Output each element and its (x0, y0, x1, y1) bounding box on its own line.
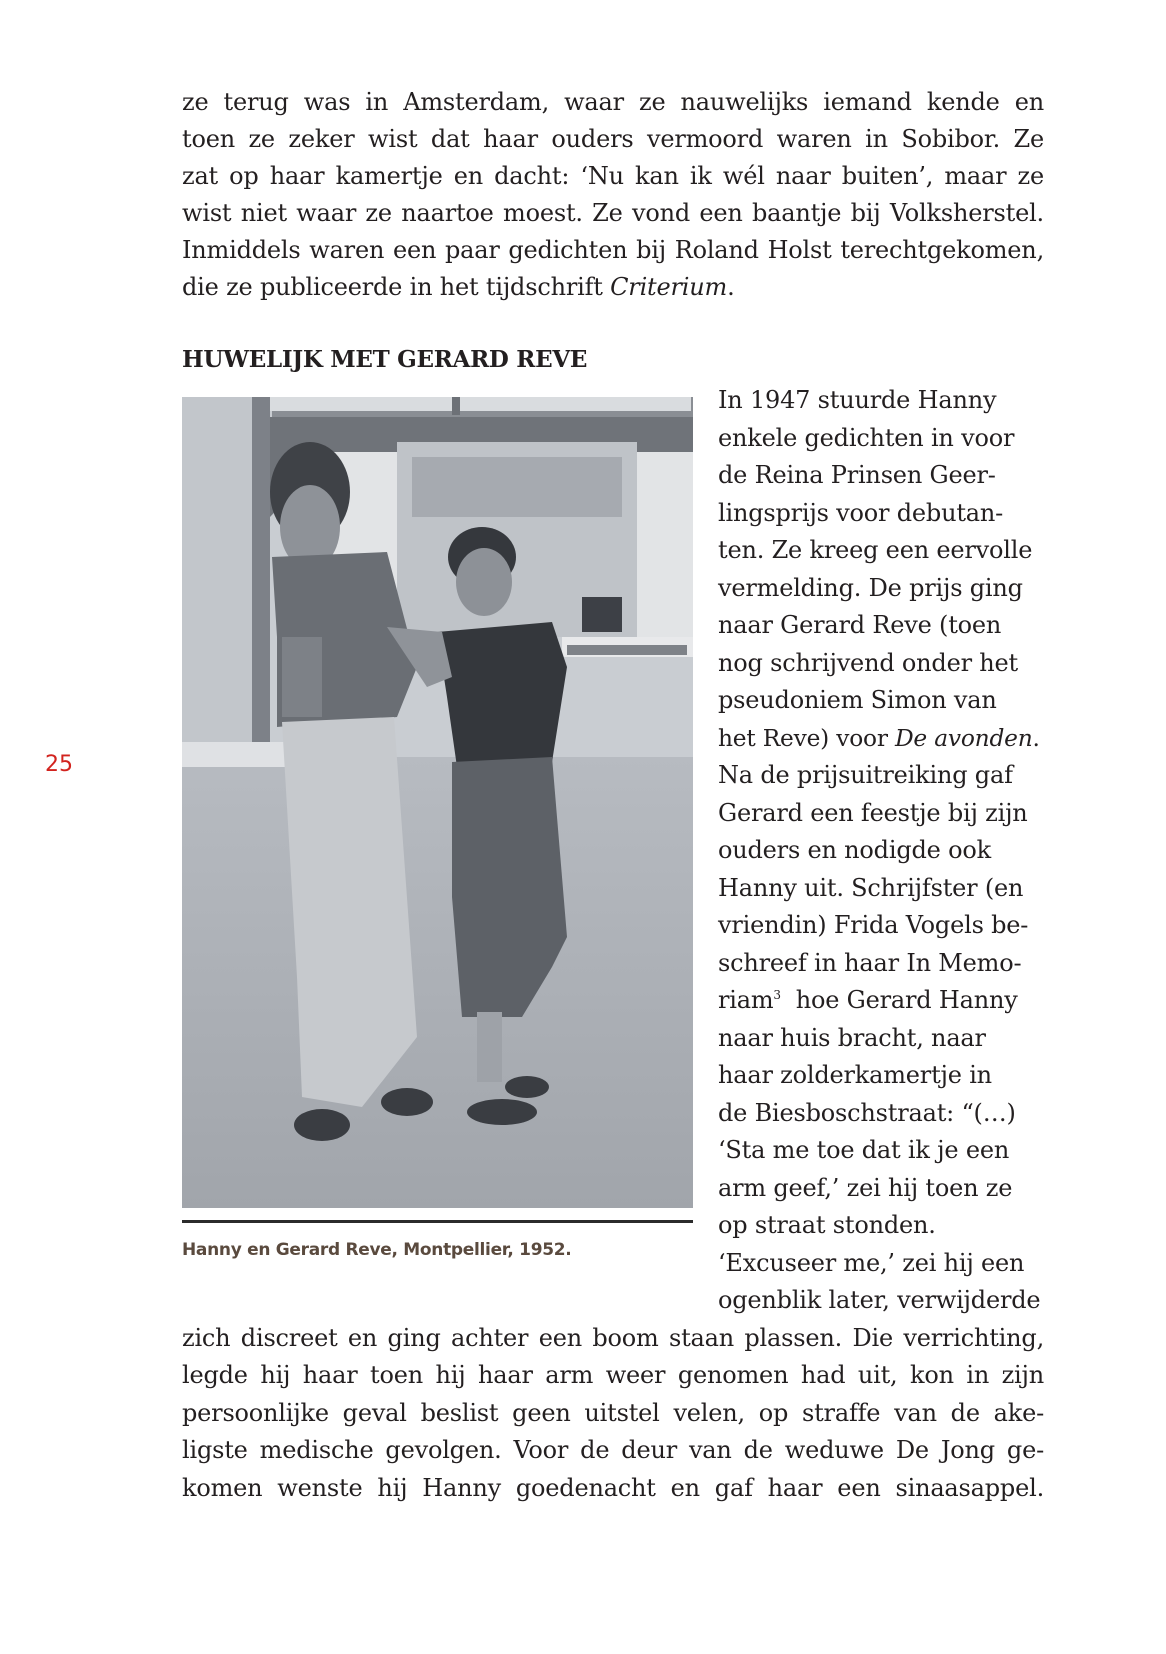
woman-top (437, 622, 567, 767)
text-line: naar huis bracht, naar (718, 1023, 986, 1052)
text-segment: . (727, 273, 735, 301)
text-line: Na de prijsuitreiking gaf (718, 761, 1013, 789)
text-line: schreef in haar In Memo- (718, 948, 1022, 977)
text-line: legde hij haar toen hij haar arm weer genomen had uit, kon in zijn (182, 1361, 1044, 1389)
journal-title: Criterium (610, 273, 728, 301)
page-number: 25 (45, 752, 73, 777)
photo-caption: Hanny en Gerard Reve, Montpellier, 1952. (182, 1240, 572, 1260)
text-line (718, 982, 1043, 1020)
man-shoe-left (294, 1109, 350, 1141)
pillar (182, 397, 257, 787)
pavement (182, 757, 693, 1208)
text-line: op straat stonden. (718, 1211, 936, 1239)
text-segment: die ze publiceerde in het tijdschrift (182, 273, 611, 301)
text-line: pseudoniem Simon van (718, 686, 997, 714)
text-line: ten. Ze kreeg een eervolle (718, 536, 1033, 564)
text-line (718, 720, 1043, 758)
text-line: lingsprijs voor debutan- (718, 498, 1004, 527)
text-line: zat op haar kamertje en dacht: ‘Nu kan ik wél naar buiten’, maar ze (182, 162, 1044, 190)
woman-shoe-right (505, 1076, 549, 1098)
section-heading: HUWELIJK MET GERARD REVE (182, 346, 588, 373)
text-line: zich discreet en ging achter een boom staan plassen. Die verrichting, (182, 1323, 1044, 1352)
text-line: nog schrijvend onder het (718, 648, 1018, 677)
text-line: haar zolderkamertje in (718, 1061, 992, 1089)
text-line: naar Gerard Reve (toen (718, 611, 1002, 639)
text-segment: het Reve) voor (718, 724, 895, 752)
text-line: vermelding. De prijs ging (718, 573, 1023, 602)
footnote-reference[interactable]: 3 (773, 988, 781, 1002)
text-line: Inmiddels waren een paar gedichten bij Roland Holst terechtgekomen, (182, 236, 1044, 264)
text-line: de Reina Prinsen Geer- (718, 461, 996, 489)
text-line: Hanny uit. Schrijfster (en (718, 873, 1024, 902)
text-line: ligste medische gevolgen. Voor de deur van de weduwe De Jong ge- (182, 1436, 1044, 1464)
text-segment: hoe Gerard Hanny (780, 986, 1018, 1014)
photo (182, 397, 693, 1208)
text-line: komen wenste hij Hanny goedenacht en gaf haar een sinaasappel. (182, 1473, 1044, 1502)
text-line: ze terug was in Amsterdam, waar ze nauwelijks iemand kende en (182, 88, 1044, 116)
text-line: ogenblik later, verwijderde (718, 1286, 1041, 1314)
man-shoe-right (381, 1088, 433, 1116)
text-line: arm geef,’ zei hij toen ze (718, 1173, 1013, 1202)
text-line: ‘Excuseer me,’ zei hij een (718, 1248, 1025, 1277)
text-line: ‘Sta me toe dat ik je een (718, 1136, 1010, 1164)
text-line: ouders en nodigde ook (718, 836, 991, 864)
caption-rule (182, 1220, 693, 1223)
photo-illustration (182, 397, 693, 1208)
book-title: De avonden (894, 724, 1033, 752)
text-line: vriendin) Frida Vogels be- (718, 911, 1029, 939)
text-line: enkele gedichten in voor (718, 423, 1015, 452)
woman-shoe-left (467, 1099, 537, 1125)
text-line: toen ze zeker wist dat haar ouders vermoord waren in Sobibor. Ze (182, 125, 1044, 153)
text-line: persoonlijke geval beslist geen uitstel velen, op straffe van de ake- (182, 1398, 1044, 1427)
text-line (182, 269, 1044, 307)
text-line: de Biesboschstraat: “(…) (718, 1098, 1016, 1127)
text-line: In 1947 stuurde Hanny (718, 386, 997, 414)
woman-face (456, 548, 512, 616)
text-line: wist niet waar ze naartoe moest. Ze vond een baantje bij Volksherstel. (182, 199, 1044, 227)
text-line: Gerard een feestje bij zijn (718, 798, 1028, 827)
man-trousers (282, 717, 417, 1107)
text-segment: . (1032, 724, 1040, 752)
text-segment: riam (718, 986, 774, 1014)
